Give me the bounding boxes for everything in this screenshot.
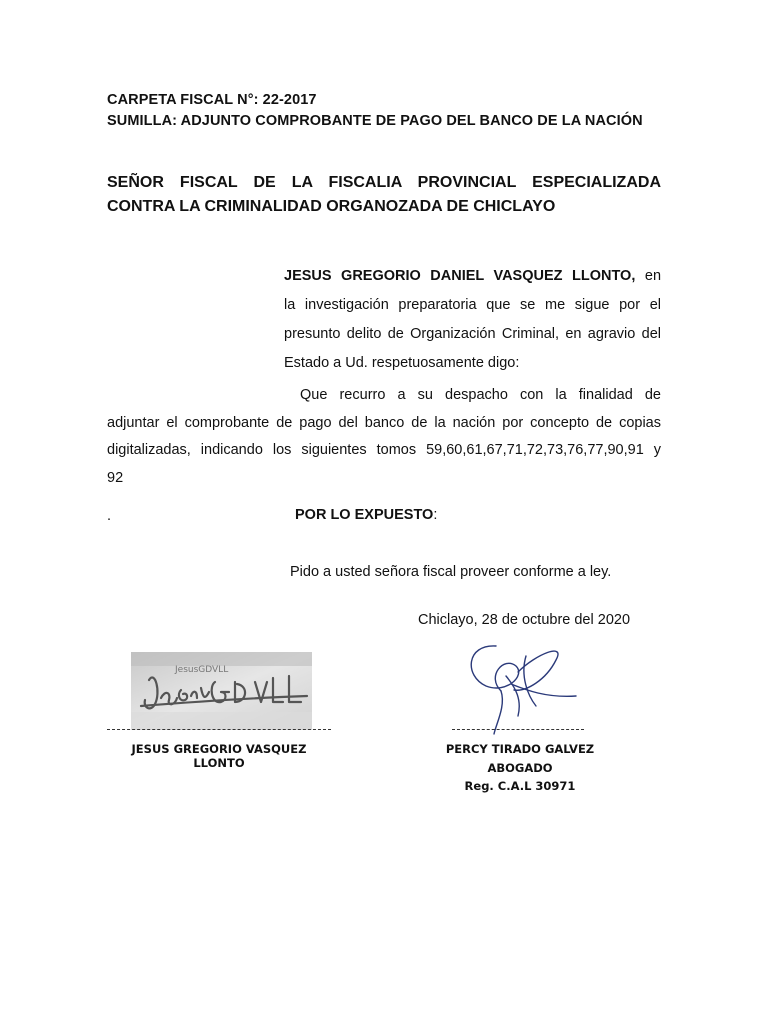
intro-line-1 — [284, 262, 661, 291]
petitioner-signature-image — [131, 652, 312, 730]
signature-line-left — [107, 729, 331, 730]
por-lo-expuesto-label: POR LO EXPUESTO — [295, 507, 434, 523]
lawyer-name: PERCY TIRADO GALVEZ — [445, 742, 595, 756]
lawyer-registration: Reg. C.A.L 30971 — [464, 779, 576, 793]
signature-handwriting: JesusGDVLL — [175, 665, 229, 675]
sumilla: SUMILLA: ADJUNTO COMPROBANTE DE PAGO DEL BANCO DE LA NACIÓN — [107, 113, 643, 129]
lawyer-signature-scribble — [456, 636, 586, 736]
petitioner-name: JESUS GREGORIO DANIEL VASQUEZ LLONTO, — [284, 268, 636, 284]
lawyer-role: ABOGADO — [487, 761, 553, 775]
body-line-1: Que recurro a su despacho con la finalidad de — [300, 387, 661, 403]
por-lo-expuesto-colon: : — [433, 507, 438, 523]
addressee-line-1: SEÑOR FISCAL DE LA FISCALIA PROVINCIAL ESPECIALIZADA — [107, 174, 661, 191]
stray-dot: . — [107, 508, 112, 524]
request-line: Pido a usted señora fiscal proveer conforme a ley. — [290, 564, 612, 580]
intro-line-2: la investigación preparatoria que se me sigue por el — [284, 297, 661, 313]
addressee-line-2: CONTRA LA CRIMINALIDAD ORGANOZADA DE CHICLAYO — [107, 198, 556, 215]
intro-line-4: Estado a Ud. respetuosamente digo: — [284, 355, 520, 371]
petitioner-signature-name: JESUS GREGORIO VASQUEZ LLONTO — [131, 742, 307, 770]
body-line-3: digitalizadas, indicando los siguientes tomos 59,60,61,67,71,72,73,76,77,90,91 y — [107, 442, 661, 458]
carpeta-fiscal: CARPETA FISCAL N°: 22-2017 — [107, 92, 317, 108]
intro-line-1-rest: en — [644, 268, 662, 284]
intro-paragraph — [284, 262, 661, 378]
body-paragraph — [107, 382, 661, 492]
body-line-2: adjuntar el comprobante de pago del banco de la nación por concepto de copias — [107, 414, 661, 431]
intro-line-3: presunto delito de Organización Criminal, en agravio del — [284, 326, 661, 342]
date-line: Chiclayo, 28 de octubre del 2020 — [418, 612, 631, 628]
signature-line-right — [452, 729, 584, 730]
body-line-4: 92 — [107, 469, 124, 486]
por-lo-expuesto — [295, 507, 437, 523]
addressee — [107, 171, 661, 219]
